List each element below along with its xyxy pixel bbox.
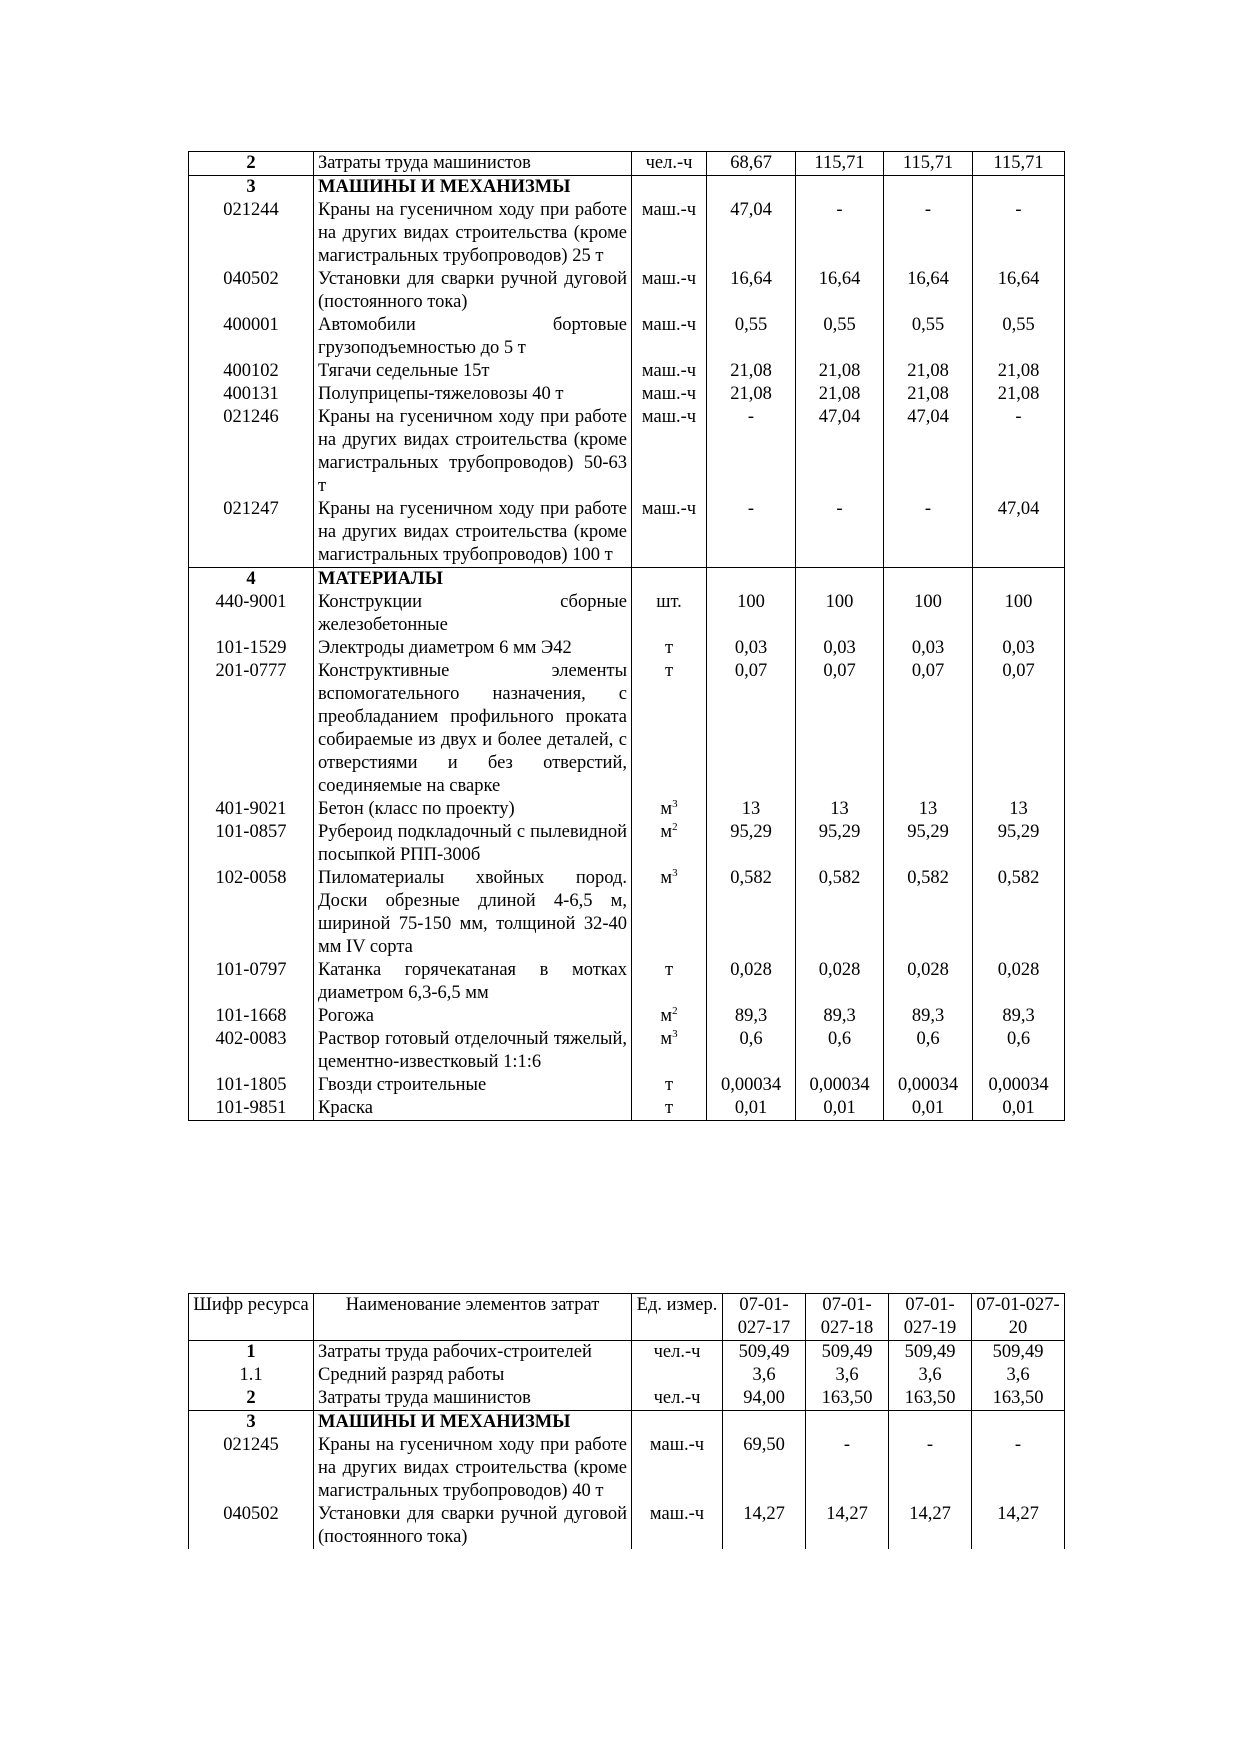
unit: чел.-ч: [632, 1387, 723, 1411]
value-col-1: 16,64: [707, 268, 796, 314]
header-name: Наименование элементов затрат: [314, 1294, 632, 1341]
unit: маш.-ч: [632, 1434, 723, 1503]
resource-code: 401-9021: [189, 798, 314, 821]
unit: шт.: [632, 591, 707, 637]
value-col-3: 0,582: [884, 867, 973, 959]
table-row: [189, 1364, 1065, 1387]
table-row: [189, 1341, 1065, 1365]
value-col-1: 95,29: [707, 821, 796, 867]
value-col-3: 163,50: [889, 1387, 972, 1411]
resource-code: 021244: [189, 199, 314, 268]
value-col-1: 509,49: [723, 1341, 806, 1365]
value-col-2: 0,028: [796, 959, 884, 1005]
resource-code: 1.1: [189, 1364, 314, 1387]
value-col-2: 3,6: [806, 1364, 889, 1387]
resource-name: Краны на гусеничном ходу при работе на других видах строительства (кроме магистральных трубопроводов) 40 т: [314, 1434, 632, 1503]
value-col-2: 0,00034: [796, 1074, 884, 1097]
value-col-2: [796, 568, 884, 592]
value-col-4: 0,01: [973, 1097, 1065, 1121]
table-row: [189, 1074, 1065, 1097]
value-col-3: 47,04: [884, 406, 973, 498]
resource-name: Краска: [314, 1097, 632, 1121]
unit: чел.-ч: [632, 152, 707, 176]
unit: маш.-ч: [632, 199, 707, 268]
unit: маш.-ч: [632, 314, 707, 360]
value-col-2: 163,50: [806, 1387, 889, 1411]
unit: маш.-ч: [632, 498, 707, 568]
value-col-3: 0,07: [884, 660, 973, 798]
resource-code: 3: [189, 176, 314, 200]
unit: [632, 1028, 707, 1074]
value-col-1: [707, 176, 796, 200]
value-col-3: 0,028: [884, 959, 973, 1005]
table-row: [189, 1387, 1065, 1411]
value-col-4: 16,64: [973, 268, 1065, 314]
unit-base: м: [660, 799, 673, 819]
value-col-1: 0,582: [707, 867, 796, 959]
value-col-2: -: [796, 498, 884, 568]
table-row: [189, 406, 1065, 498]
value-col-1: 69,50: [723, 1434, 806, 1503]
table-header-row: [189, 1294, 1065, 1341]
value-col-2: 0,582: [796, 867, 884, 959]
table-row: [189, 176, 1065, 200]
table-row: [189, 314, 1065, 360]
table-row: [189, 268, 1065, 314]
resource-table-1: [188, 151, 1065, 1121]
resource-name: Рогожа: [314, 1005, 632, 1028]
value-col-2: 16,64: [796, 268, 884, 314]
resource-code: 101-1529: [189, 637, 314, 660]
value-col-2: [796, 176, 884, 200]
value-col-1: 0,6: [707, 1028, 796, 1074]
value-col-1: 21,08: [707, 383, 796, 406]
resource-name: Конструктивные элементы вспомогательного назначения, с преобладанием профильного проката собираемые из двух и более деталей, с отверстиями и без отверстий, соединяемые на сварке: [314, 660, 632, 798]
value-col-3: 16,64: [884, 268, 973, 314]
resource-code: 400131: [189, 383, 314, 406]
unit-base: м: [660, 868, 673, 888]
resource-code: 021246: [189, 406, 314, 498]
resource-code: 400001: [189, 314, 314, 360]
resource-code: 040502: [189, 268, 314, 314]
header-code: Шифр ресурса: [189, 1294, 314, 1341]
value-col-2: 509,49: [806, 1341, 889, 1365]
value-col-4: 0,00034: [973, 1074, 1065, 1097]
value-col-4: -: [972, 1434, 1065, 1503]
value-col-3: 0,6: [884, 1028, 973, 1074]
header-col-2: 07-01-027-18: [806, 1294, 889, 1341]
unit-base: м: [660, 1029, 673, 1049]
value-col-1: 47,04: [707, 199, 796, 268]
value-col-4: 95,29: [973, 821, 1065, 867]
value-col-2: 100: [796, 591, 884, 637]
value-col-3: 21,08: [884, 360, 973, 383]
value-col-1: 21,08: [707, 360, 796, 383]
value-col-1: 14,27: [723, 1503, 806, 1549]
unit: т: [632, 637, 707, 660]
value-col-2: 0,55: [796, 314, 884, 360]
value-col-1: 3,6: [723, 1364, 806, 1387]
resource-name: МАШИНЫ И МЕХАНИЗМЫ: [314, 1411, 632, 1435]
unit: маш.-ч: [632, 268, 707, 314]
resource-code: 2: [189, 1387, 314, 1411]
value-col-1: 0,55: [707, 314, 796, 360]
unit: маш.-ч: [632, 360, 707, 383]
value-col-4: [972, 1411, 1065, 1435]
value-col-3: 14,27: [889, 1503, 972, 1549]
resource-code: 040502: [189, 1503, 314, 1549]
unit: т: [632, 1097, 707, 1121]
value-col-4: 509,49: [972, 1341, 1065, 1365]
value-col-3: 0,00034: [884, 1074, 973, 1097]
table-row: [189, 498, 1065, 568]
header-col-4: 07-01-027-20: [972, 1294, 1065, 1341]
value-col-1: 0,07: [707, 660, 796, 798]
value-col-1: [707, 568, 796, 592]
value-col-4: 0,07: [973, 660, 1065, 798]
table-row: [189, 959, 1065, 1005]
value-col-3: 95,29: [884, 821, 973, 867]
resource-code: 102-0058: [189, 867, 314, 959]
resource-name: Средний разряд работы: [314, 1364, 632, 1387]
unit-base: м: [660, 1006, 673, 1026]
header-col-3: 07-01-027-19: [889, 1294, 972, 1341]
unit: [632, 867, 707, 959]
resource-name: Тягачи седельные 15т: [314, 360, 632, 383]
value-col-3: 21,08: [884, 383, 973, 406]
value-col-3: -: [889, 1434, 972, 1503]
unit: [632, 568, 707, 592]
resource-name: Затраты труда машинистов: [314, 1387, 632, 1411]
table-row: [189, 383, 1065, 406]
value-col-3: 3,6: [889, 1364, 972, 1387]
value-col-3: 89,3: [884, 1005, 973, 1028]
resource-code: 2: [189, 152, 314, 176]
resource-name: Раствор готовый отделочный тяжелый, цементно-известковый 1:1:6: [314, 1028, 632, 1074]
value-col-3: 13: [884, 798, 973, 821]
value-col-4: 0,028: [973, 959, 1065, 1005]
unit: маш.-ч: [632, 383, 707, 406]
value-col-3: 0,01: [884, 1097, 973, 1121]
value-col-1: 94,00: [723, 1387, 806, 1411]
value-col-4: 0,03: [973, 637, 1065, 660]
value-col-1: 0,00034: [707, 1074, 796, 1097]
table-row: [189, 568, 1065, 592]
unit: маш.-ч: [632, 406, 707, 498]
table-row: [189, 152, 1065, 176]
resource-code: 101-9851: [189, 1097, 314, 1121]
value-col-4: -: [973, 406, 1065, 498]
value-col-1: 0,03: [707, 637, 796, 660]
value-col-3: 115,71: [884, 152, 973, 176]
resource-name: Катанка горячекатаная в мотках диаметром 6,3-6,5 мм: [314, 959, 632, 1005]
header-col-1: 07-01-027-17: [723, 1294, 806, 1341]
resource-name: Автомобили бортовые грузоподъемностью до 5 т: [314, 314, 632, 360]
unit: [632, 821, 707, 867]
value-col-4: 21,08: [973, 383, 1065, 406]
resource-name: Пиломатериалы хвойных пород. Доски обрезные длиной 4-6,5 м, шириной 75-150 мм, толщиной 32-40 мм IV сорта: [314, 867, 632, 959]
resource-code: 021247: [189, 498, 314, 568]
value-col-4: -: [973, 199, 1065, 268]
resource-name: Рубероид подкладочный с пылевидной посыпкой РПП-300б: [314, 821, 632, 867]
value-col-3: 0,03: [884, 637, 973, 660]
value-col-3: [889, 1411, 972, 1435]
value-col-2: 115,71: [796, 152, 884, 176]
value-col-4: [973, 568, 1065, 592]
value-col-4: 115,71: [973, 152, 1065, 176]
value-col-4: 21,08: [973, 360, 1065, 383]
header-unit: Ед. измер.: [632, 1294, 723, 1341]
unit: [632, 798, 707, 821]
value-col-1: -: [707, 498, 796, 568]
unit: [632, 1411, 723, 1435]
value-col-4: 3,6: [972, 1364, 1065, 1387]
table-row: [189, 1503, 1065, 1549]
unit: [632, 1005, 707, 1028]
unit: т: [632, 959, 707, 1005]
value-col-4: 13: [973, 798, 1065, 821]
resource-table-2: [188, 1293, 1065, 1549]
resource-code: 101-0797: [189, 959, 314, 1005]
value-col-4: 14,27: [972, 1503, 1065, 1549]
unit: [632, 1364, 723, 1387]
value-col-3: 509,49: [889, 1341, 972, 1365]
value-col-2: 0,03: [796, 637, 884, 660]
value-col-3: -: [884, 498, 973, 568]
resource-name: Установки для сварки ручной дуговой (постоянного тока): [314, 268, 632, 314]
value-col-4: 163,50: [972, 1387, 1065, 1411]
unit-base: м: [660, 822, 673, 842]
value-col-4: 0,55: [973, 314, 1065, 360]
table-row: [189, 1097, 1065, 1121]
value-col-1: -: [707, 406, 796, 498]
resource-code: 3: [189, 1411, 314, 1435]
resource-code: 101-1805: [189, 1074, 314, 1097]
value-col-2: 89,3: [796, 1005, 884, 1028]
value-col-3: [884, 176, 973, 200]
resource-code: 4: [189, 568, 314, 592]
value-col-2: 47,04: [796, 406, 884, 498]
value-col-2: 95,29: [796, 821, 884, 867]
resource-code: 440-9001: [189, 591, 314, 637]
unit: т: [632, 1074, 707, 1097]
value-col-2: 0,01: [796, 1097, 884, 1121]
resource-code: 400102: [189, 360, 314, 383]
value-col-2: 14,27: [806, 1503, 889, 1549]
unit-exponent: 3: [672, 797, 678, 810]
table-row: [189, 660, 1065, 798]
value-col-1: 0,01: [707, 1097, 796, 1121]
unit-exponent: 2: [672, 1004, 678, 1017]
resource-code: 021245: [189, 1434, 314, 1503]
value-col-1: [723, 1411, 806, 1435]
table-row: [189, 199, 1065, 268]
value-col-2: [806, 1411, 889, 1435]
value-col-3: 0,55: [884, 314, 973, 360]
value-col-2: 0,6: [796, 1028, 884, 1074]
table-row: [189, 637, 1065, 660]
resource-name: Краны на гусеничном ходу при работе на других видах строительства (кроме магистральных трубопроводов) 25 т: [314, 199, 632, 268]
resource-name: Бетон (класс по проекту): [314, 798, 632, 821]
resource-code: 101-1668: [189, 1005, 314, 1028]
resource-code: 101-0857: [189, 821, 314, 867]
unit: т: [632, 660, 707, 798]
table-row: [189, 798, 1065, 821]
table-row: [189, 821, 1065, 867]
resource-name: Конструкции сборные железобетонные: [314, 591, 632, 637]
unit-exponent: 2: [672, 820, 678, 833]
value-col-2: -: [796, 199, 884, 268]
unit: чел.-ч: [632, 1341, 723, 1365]
value-col-4: 89,3: [973, 1005, 1065, 1028]
value-col-2: 13: [796, 798, 884, 821]
resource-name: Гвозди строительные: [314, 1074, 632, 1097]
value-col-2: 21,08: [796, 360, 884, 383]
value-col-4: 47,04: [973, 498, 1065, 568]
unit-exponent: 3: [672, 1027, 678, 1040]
resource-code: 201-0777: [189, 660, 314, 798]
table-row: [189, 591, 1065, 637]
value-col-2: -: [806, 1434, 889, 1503]
resource-name: Полуприцепы-тяжеловозы 40 т: [314, 383, 632, 406]
table-row: [189, 1005, 1065, 1028]
resource-name: Установки для сварки ручной дуговой (постоянного тока): [314, 1503, 632, 1549]
value-col-4: 0,6: [973, 1028, 1065, 1074]
value-col-1: 13: [707, 798, 796, 821]
value-col-3: [884, 568, 973, 592]
resource-name: МАТЕРИАЛЫ: [314, 568, 632, 592]
table-row: [189, 360, 1065, 383]
value-col-2: 0,07: [796, 660, 884, 798]
value-col-1: 68,67: [707, 152, 796, 176]
table-row: [189, 867, 1065, 959]
table-row: [189, 1434, 1065, 1503]
value-col-1: 100: [707, 591, 796, 637]
unit-exponent: 3: [672, 866, 678, 879]
resource-code: 1: [189, 1341, 314, 1365]
table-row: [189, 1411, 1065, 1435]
value-col-4: 100: [973, 591, 1065, 637]
resource-name: Затраты труда рабочих-строителей: [314, 1341, 632, 1365]
table-row: [189, 1028, 1065, 1074]
value-col-1: 89,3: [707, 1005, 796, 1028]
value-col-3: -: [884, 199, 973, 268]
resource-code: 402-0083: [189, 1028, 314, 1074]
value-col-3: 100: [884, 591, 973, 637]
value-col-1: 0,028: [707, 959, 796, 1005]
unit: маш.-ч: [632, 1503, 723, 1549]
resource-name: МАШИНЫ И МЕХАНИЗМЫ: [314, 176, 632, 200]
value-col-2: 21,08: [796, 383, 884, 406]
resource-name: Краны на гусеничном ходу при работе на других видах строительства (кроме магистральных трубопроводов) 50-63 т: [314, 406, 632, 498]
value-col-4: [973, 176, 1065, 200]
resource-name: Электроды диаметром 6 мм Э42: [314, 637, 632, 660]
resource-name: Краны на гусеничном ходу при работе на других видах строительства (кроме магистральных трубопроводов) 100 т: [314, 498, 632, 568]
resource-name: Затраты труда машинистов: [314, 152, 632, 176]
value-col-4: 0,582: [973, 867, 1065, 959]
unit: [632, 176, 707, 200]
